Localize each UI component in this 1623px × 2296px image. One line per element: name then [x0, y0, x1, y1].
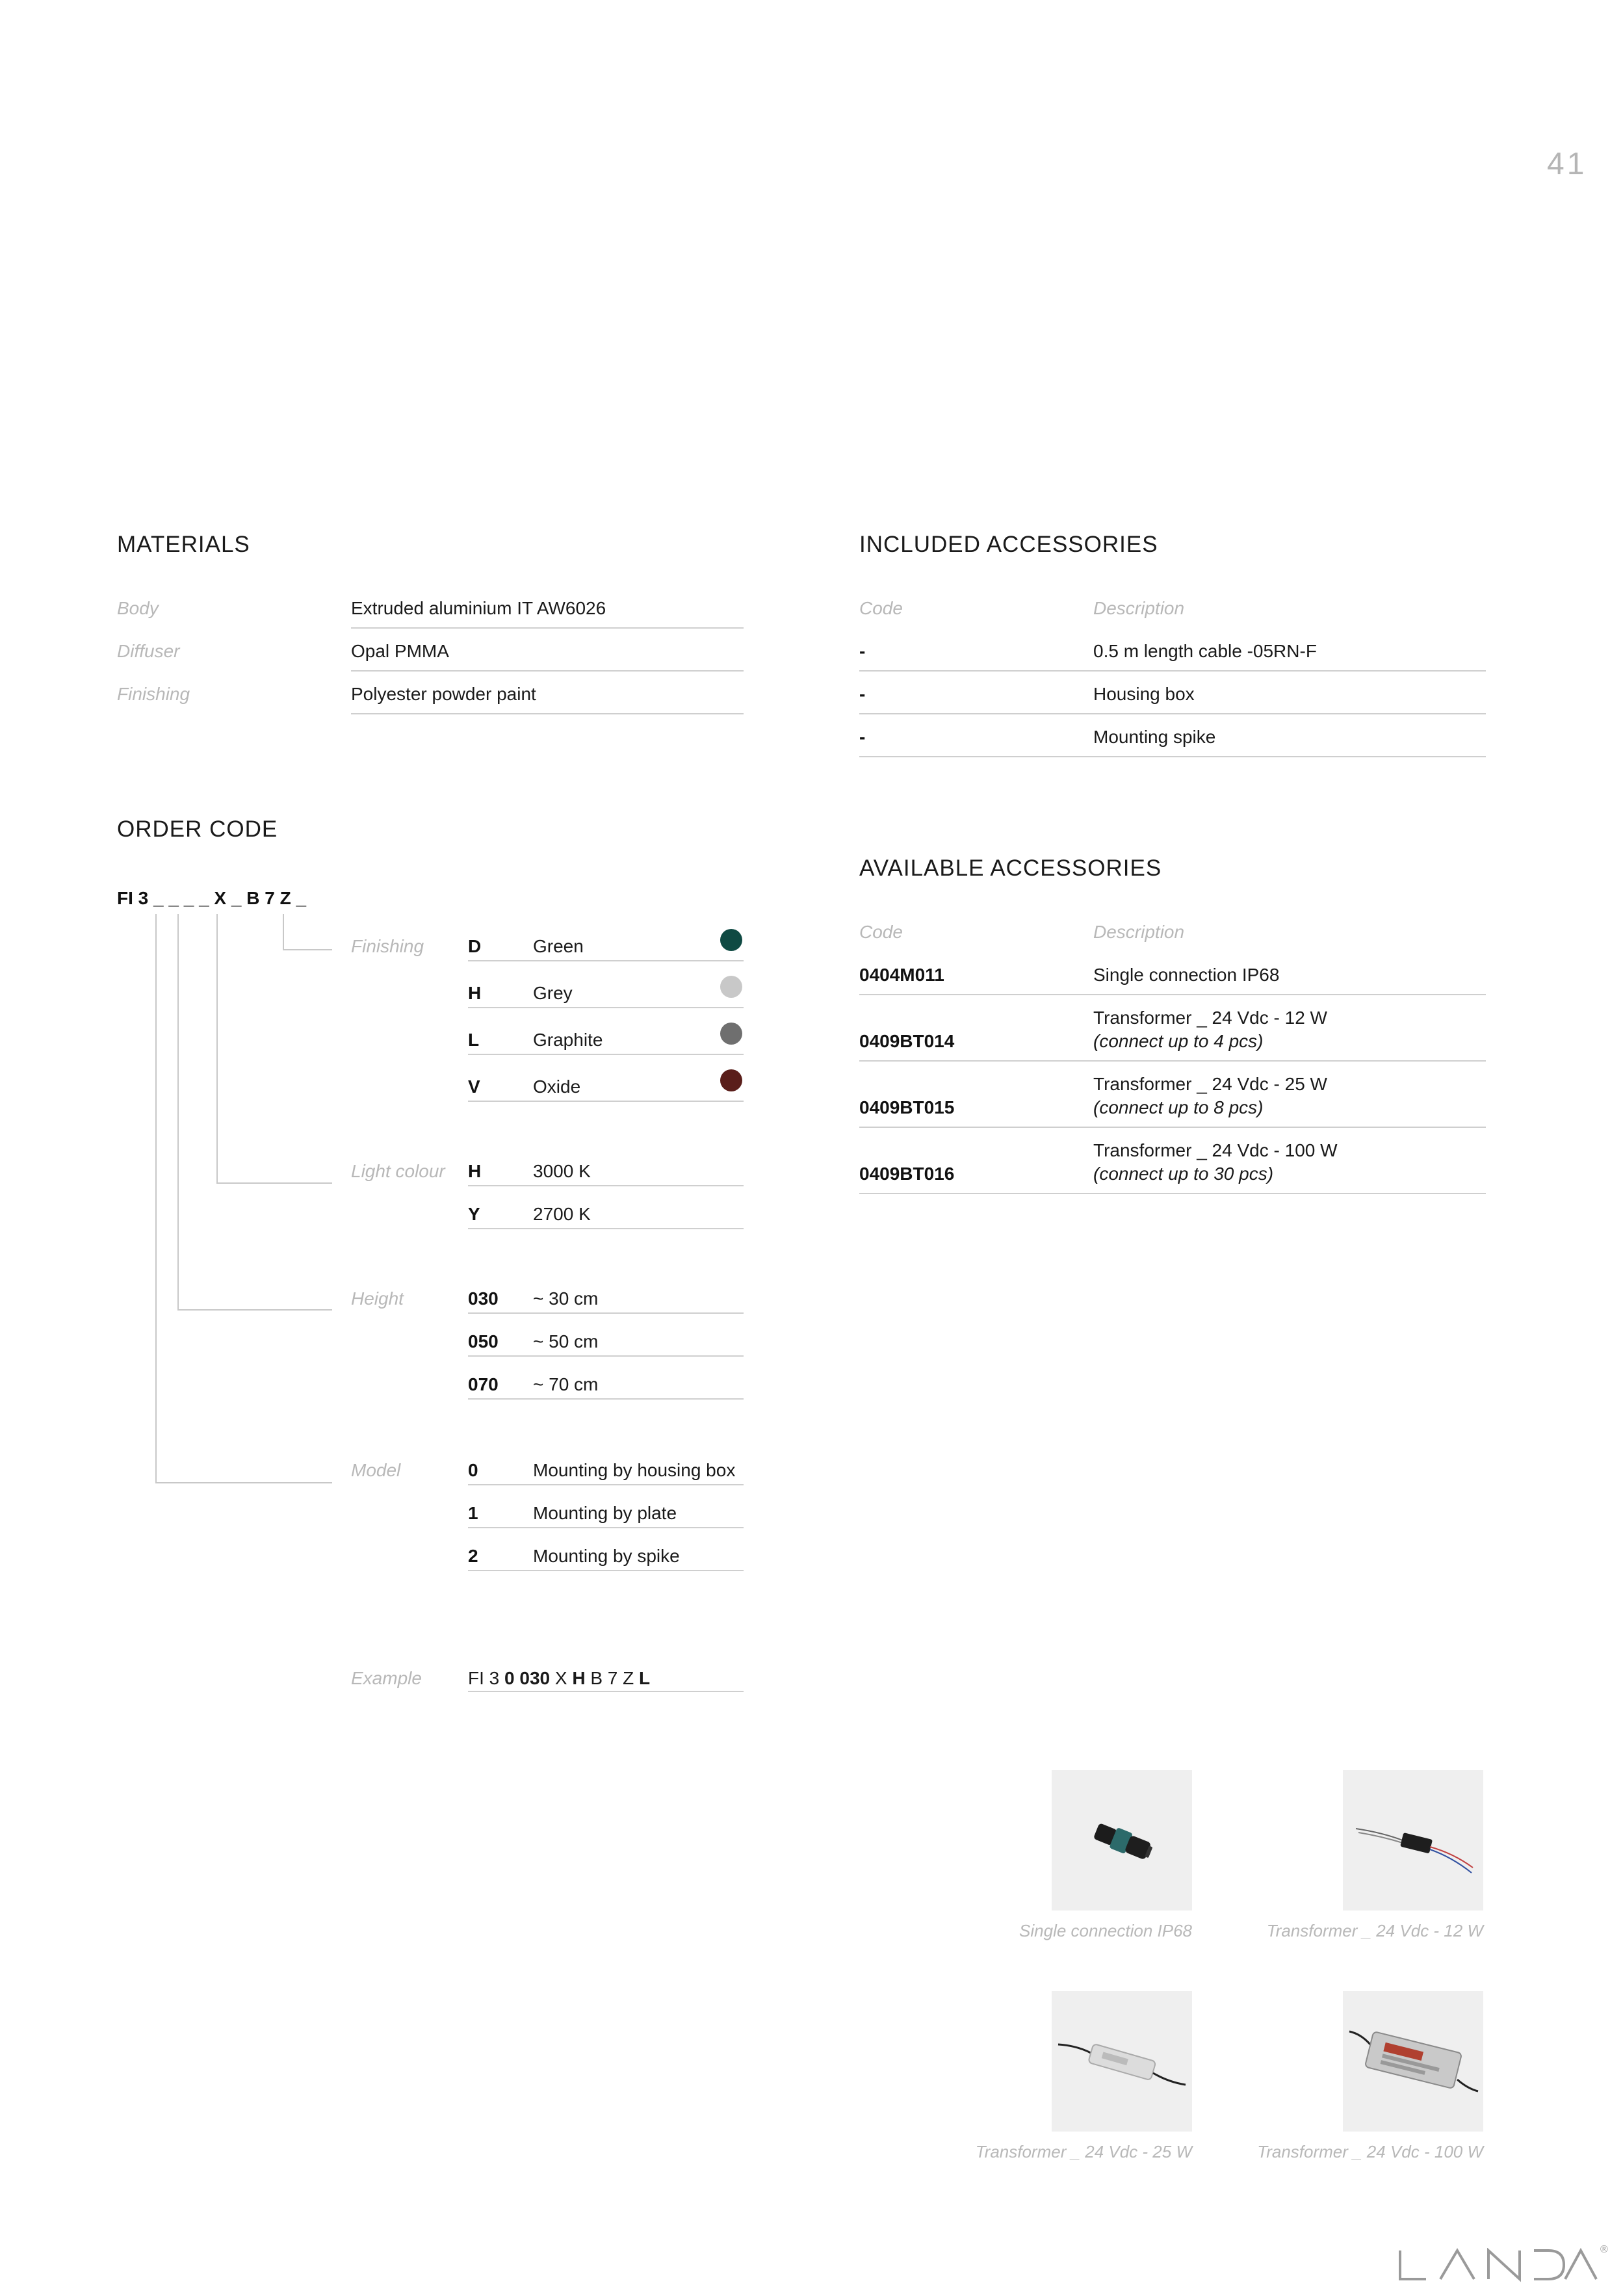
- materials-rule: [351, 627, 744, 629]
- example-model-height: 0 030: [504, 1668, 551, 1688]
- height-label: Height: [351, 1288, 404, 1309]
- order-code-pattern: FI 3 _ _ _ _ X _ B 7 Z _: [117, 888, 307, 908]
- transformer-small-icon: [1343, 1770, 1483, 1911]
- height-code: 050: [468, 1331, 499, 1351]
- materials-label-finishing: Finishing: [117, 684, 190, 704]
- finishing-code: V: [468, 1076, 480, 1097]
- materials-label-diffuser: Diffuser: [117, 641, 180, 661]
- included-col-code: Code: [859, 598, 903, 618]
- height-name: ~ 50 cm: [533, 1331, 599, 1351]
- available-code: 0409BT016: [859, 1164, 955, 1184]
- color-swatch-grey: [720, 976, 742, 998]
- available-code: 0409BT014: [859, 1031, 955, 1051]
- available-rule: [859, 1193, 1486, 1194]
- available-note: (connect up to 4 pcs): [1093, 1031, 1264, 1051]
- model-name: Mounting by plate: [533, 1503, 677, 1523]
- example-part: FI 3: [468, 1668, 505, 1688]
- light-colour-code: H: [468, 1161, 482, 1181]
- model-connector-line: [155, 914, 157, 1482]
- finishing-rule: [468, 1054, 744, 1055]
- example-code: [468, 1668, 650, 1689]
- available-description: Transformer _ 24 Vdc - 25 W: [1093, 1074, 1327, 1094]
- height-code: 030: [468, 1288, 499, 1309]
- registered-mark: ®: [1600, 2244, 1608, 2255]
- available-col-code: Code: [859, 922, 903, 942]
- finishing-rule: [468, 1101, 744, 1102]
- model-name: Mounting by spike: [533, 1546, 680, 1566]
- light-colour-connector-line: [216, 1182, 332, 1184]
- finishing-rule: [468, 1007, 744, 1008]
- finishing-name: Graphite: [533, 1030, 603, 1050]
- finishing-rule: [468, 960, 744, 961]
- available-code: 0404M011: [859, 965, 944, 985]
- included-description: Housing box: [1093, 684, 1195, 704]
- transformer-large-icon: [1343, 1991, 1483, 2132]
- light-colour-name: 2700 K: [533, 1204, 591, 1224]
- height-connector-line: [177, 914, 179, 1309]
- product-image-transformer-25w: [1052, 1991, 1192, 2132]
- model-name: Mounting by housing box: [533, 1460, 736, 1480]
- finishing-code: H: [468, 983, 482, 1003]
- materials-label-body: Body: [117, 598, 159, 618]
- included-description: Mounting spike: [1093, 727, 1216, 747]
- page-number: 41: [1547, 147, 1587, 181]
- connector-icon: [1052, 1770, 1192, 1911]
- available-code: 0409BT015: [859, 1097, 955, 1117]
- light-colour-rule: [468, 1185, 744, 1186]
- example-part: B 7 Z: [585, 1668, 640, 1688]
- product-image-transformer-12w: [1343, 1770, 1483, 1911]
- light-colour-rule: [468, 1228, 744, 1229]
- model-code: 2: [468, 1546, 478, 1566]
- available-description: Single connection IP68: [1093, 965, 1280, 985]
- finishing-label: Finishing: [351, 936, 424, 956]
- light-colour-connector-line: [216, 914, 218, 1182]
- color-swatch-graphite: [720, 1023, 742, 1045]
- finishing-name: Oxide: [533, 1076, 581, 1097]
- product-caption: Transformer _ 24 Vdc - 12 W: [1266, 1921, 1483, 1940]
- model-code: 1: [468, 1503, 478, 1523]
- included-code: -: [859, 684, 866, 704]
- available-rule: [859, 1127, 1486, 1128]
- transformer-medium-icon: [1052, 1991, 1192, 2132]
- landa-logo-icon: [1397, 2248, 1599, 2284]
- available-note: (connect up to 30 pcs): [1093, 1164, 1274, 1184]
- included-code: -: [859, 727, 866, 747]
- product-image-connector: [1052, 1770, 1192, 1911]
- product-image-transformer-100w: [1343, 1991, 1483, 2132]
- included-rule: [859, 670, 1486, 672]
- finishing-connector-line: [283, 914, 284, 949]
- height-code: 070: [468, 1374, 499, 1394]
- model-connector-line: [155, 1482, 332, 1483]
- model-rule: [468, 1484, 744, 1485]
- finishing-name: Green: [533, 936, 584, 956]
- included-rule: [859, 756, 1486, 757]
- height-rule: [468, 1355, 744, 1357]
- height-connector-line: [177, 1309, 332, 1311]
- materials-rule: [351, 713, 744, 714]
- materials-title: MATERIALS: [117, 532, 250, 557]
- height-rule: [468, 1312, 744, 1314]
- available-accessories-title: AVAILABLE ACCESSORIES: [859, 855, 1162, 881]
- example-part: X: [550, 1668, 573, 1688]
- model-rule: [468, 1527, 744, 1528]
- model-code: 0: [468, 1460, 478, 1480]
- color-swatch-green: [720, 929, 742, 951]
- included-col-description: Description: [1093, 598, 1185, 618]
- example-label: Example: [351, 1668, 422, 1688]
- example-light-colour: H: [572, 1668, 586, 1688]
- product-caption: Transformer _ 24 Vdc - 25 W: [975, 2142, 1192, 2161]
- available-rule: [859, 994, 1486, 995]
- included-code: -: [859, 641, 866, 661]
- product-caption: Single connection IP68: [1019, 1921, 1192, 1940]
- included-description: 0.5 m length cable -05RN-F: [1093, 641, 1317, 661]
- materials-value-diffuser: Opal PMMA: [351, 641, 449, 661]
- finishing-code: D: [468, 936, 482, 956]
- materials-value-finishing: Polyester powder paint: [351, 684, 536, 704]
- height-rule: [468, 1398, 744, 1400]
- available-description: Transformer _ 24 Vdc - 100 W: [1093, 1140, 1338, 1160]
- example-finishing: L: [639, 1668, 651, 1688]
- finishing-code: L: [468, 1030, 480, 1050]
- light-colour-label: Light colour: [351, 1161, 445, 1181]
- finishing-name: Grey: [533, 983, 573, 1003]
- included-rule: [859, 713, 1486, 714]
- model-label: Model: [351, 1460, 401, 1480]
- available-note: (connect up to 8 pcs): [1093, 1097, 1264, 1117]
- height-name: ~ 70 cm: [533, 1374, 599, 1394]
- order-code-title: ORDER CODE: [117, 816, 278, 842]
- landa-logo: [1397, 2244, 1608, 2288]
- materials-value-body: Extruded aluminium IT AW6026: [351, 598, 606, 618]
- available-description: Transformer _ 24 Vdc - 12 W: [1093, 1008, 1327, 1028]
- height-name: ~ 30 cm: [533, 1288, 599, 1309]
- light-colour-name: 3000 K: [533, 1161, 591, 1181]
- example-rule: [468, 1691, 744, 1692]
- available-col-description: Description: [1093, 922, 1185, 942]
- product-caption: Transformer _ 24 Vdc - 100 W: [1257, 2142, 1483, 2161]
- included-accessories-title: INCLUDED ACCESSORIES: [859, 532, 1158, 557]
- light-colour-code: Y: [468, 1204, 480, 1224]
- materials-rule: [351, 670, 744, 672]
- finishing-connector-line: [283, 949, 332, 950]
- color-swatch-oxide: [720, 1069, 742, 1091]
- model-rule: [468, 1570, 744, 1571]
- available-rule: [859, 1060, 1486, 1062]
